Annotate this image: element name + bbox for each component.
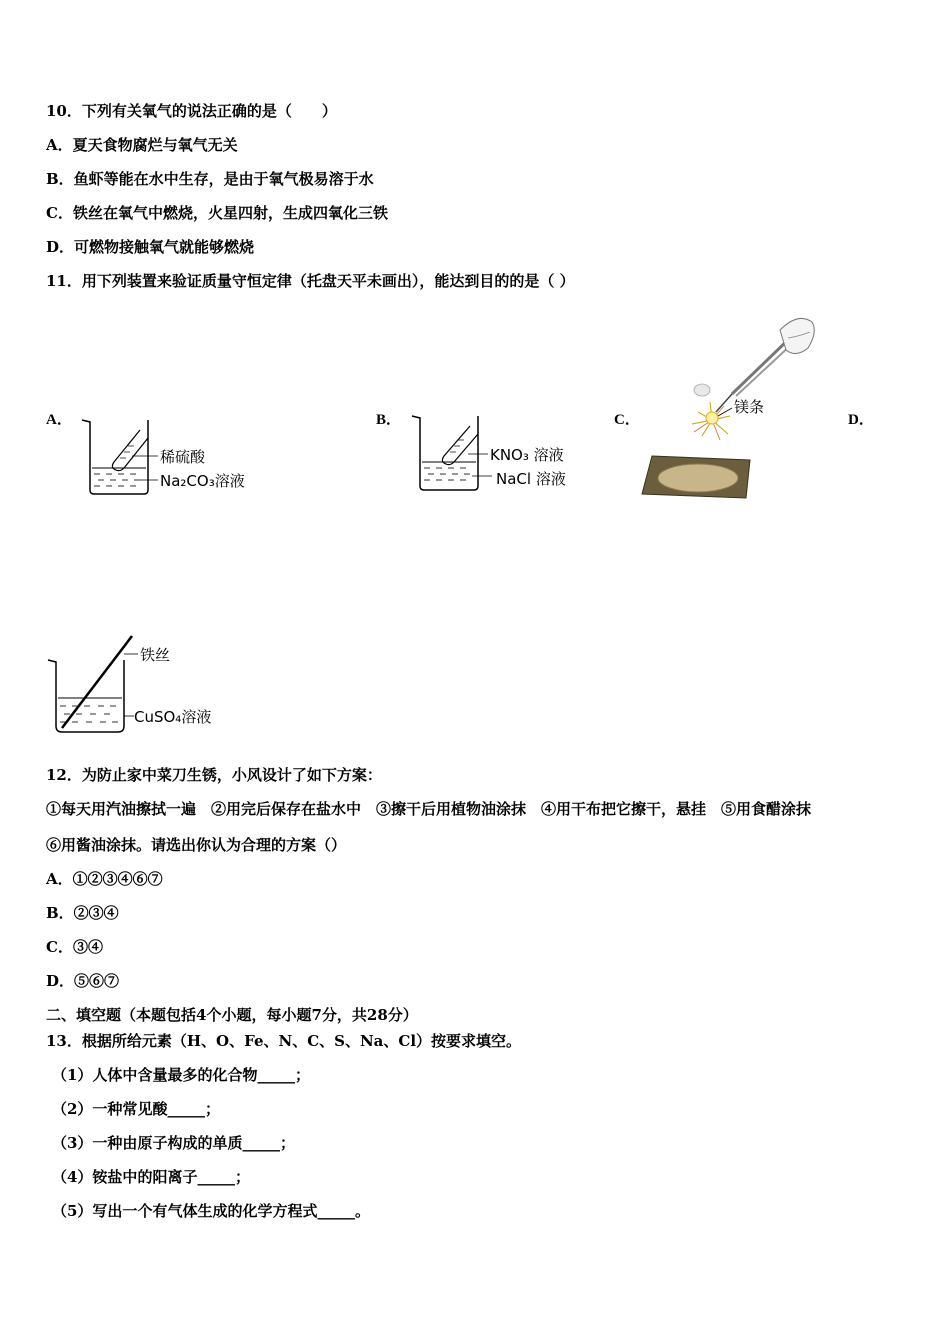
fig-b-upper-label: KNO₃ 溶液 [490,446,564,464]
q11-stem: 11．用下列装置来验证质量守恒定律（托盘天平未画出），能达到目的的是（ ） [46,272,575,290]
q11-label-d: D． [848,412,874,428]
q11-label-a: A． [46,412,72,428]
q10-option-d: D．可燃物接触氧气就能够燃烧 [46,238,255,256]
fig-d-upper-label: 铁丝 [140,646,171,664]
q10-option-a: A．夏天食物腐烂与氧气无关 [46,136,238,154]
q11-label-c: C． [614,412,640,428]
magnesium-burning-figure [640,308,830,503]
q13-stem: 13．根据所给元素（H、O、Fe、N、C、S、Na、Cl）按要求填空。 [46,1032,522,1050]
q12-plans-line1: ①每天用汽油擦拭一遍 ②用完后保存在盐水中 ③擦干后用植物油涂抹 ④用干布把它擦干，悬挂 ⑤用食醋涂抹 [46,800,812,818]
fig-c-label: 镁条 [734,398,765,416]
q10-stem: 10．下列有关氧气的说法正确的是（ ） [46,102,337,120]
fig-a-upper-label: 稀硫酸 [160,448,206,466]
q12-stem: 12．为防止家中菜刀生锈，小风设计了如下方案： [46,766,382,784]
q12-option-b: B．②③④ [46,904,119,922]
fig-b-lower-label: NaCl 溶液 [496,470,566,488]
q10-option-c: C．铁丝在氧气中燃烧，火星四射，生成四氧化三铁 [46,204,388,222]
q13-item-1: （1）人体中含量最多的化合物_____； [52,1066,310,1084]
q12-option-a: A．①②③④⑥⑦ [46,870,163,888]
beaker-figure-d [46,634,236,738]
section2-heading: 二、填空题（本题包括4个小题，每小题7分，共28分） [46,1006,418,1024]
q10-option-b: B．鱼虾等能在水中生存，是由于氧气极易溶于水 [46,170,374,188]
q12-plans-line2: ⑥用酱油涂抹。请选出你认为合理的方案（） [46,836,347,854]
q11-label-b: B． [376,412,402,428]
q12-option-c: C．③④ [46,938,103,956]
q13-item-2: （2）一种常见酸_____； [52,1100,220,1118]
beaker-figure-b [410,414,590,494]
fig-d-lower-label: CuSO₄溶液 [134,708,212,726]
q13-item-4: （4）铵盐中的阳离子_____； [52,1168,250,1186]
q12-option-d: D．⑤⑥⑦ [46,972,120,990]
beaker-figure-a [80,418,260,498]
q13-item-3: （3）一种由原子构成的单质_____； [52,1134,295,1152]
q13-item-5: （5）写出一个有气体生成的化学方程式_____。 [52,1202,370,1220]
fig-a-lower-label: Na₂CO₃溶液 [160,472,245,490]
